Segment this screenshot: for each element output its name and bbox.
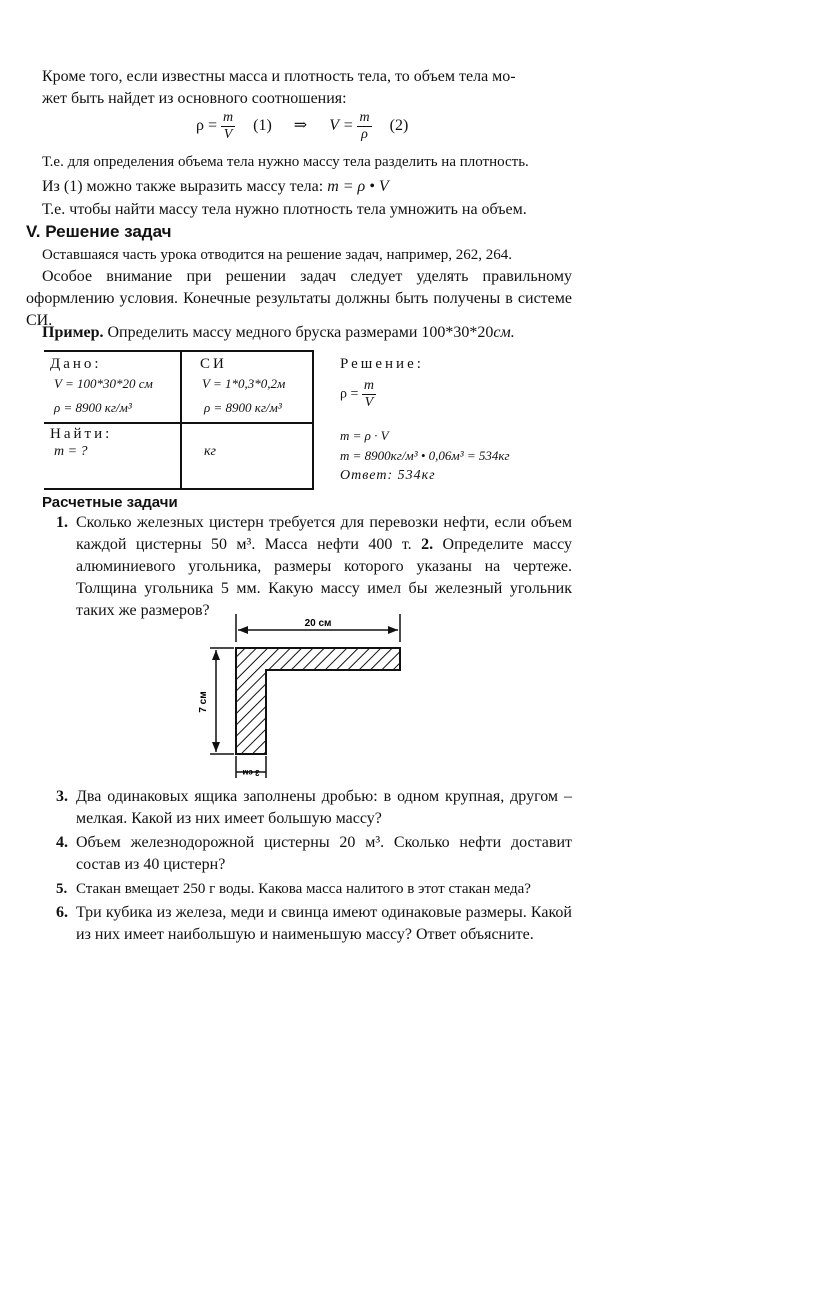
mass-from-text	[42, 176, 582, 198]
side-dimension-label: 7 см	[198, 691, 209, 713]
fraction-numerator: m	[359, 110, 370, 125]
problem-table	[44, 350, 614, 490]
table-divider-vertical-2	[312, 350, 314, 490]
task-item-4	[56, 832, 572, 876]
angle-bracket-shape	[236, 648, 400, 754]
task-number: 4.	[56, 834, 68, 851]
given-title: Дано:	[50, 356, 102, 372]
solution-density-formula	[340, 378, 376, 411]
task-text-2: Определите массу алюминиевого угольника, размеры которого указаны на чертеже. Толщина угольника 5 мм. Какую массу имел бы железный угольник таких же размеров?	[76, 536, 573, 619]
bottom-dimension-label: 3 см	[242, 768, 260, 777]
table-divider-vertical-1	[180, 350, 182, 490]
task-text: Сколько железных цистерн требуется для перевозки нефти, если объем каждой цистерны 50 м³. Масса нефти 400 т.	[76, 514, 572, 553]
task-item-3	[56, 786, 572, 830]
task-text: Три кубика из железа, меди и свинца имеют одинаковые размеры. Какой из них имеет наибольшую и наименьшую массу? Ответ объясните.	[76, 904, 572, 943]
task-item-5	[56, 878, 572, 900]
fraction-m-over-rho	[357, 110, 371, 143]
intro-line-2: жет быть найдет из основного соотношения:	[42, 90, 347, 107]
solution-title: Решение:	[340, 356, 424, 372]
task-text: Стакан вмещает 250 г воды. Какова масса налитого в этот стакан меда?	[76, 881, 531, 897]
given-volume: V = 100*30*20 см	[54, 376, 153, 391]
v-label: V =	[329, 117, 354, 135]
solution-rho: ρ =	[340, 386, 359, 402]
arrowhead-icon	[212, 742, 220, 752]
mass-rule: Т.е. чтобы найти массу тела нужно плотность тела умножить на объем.	[42, 201, 527, 218]
table-border-top	[44, 350, 312, 352]
rho-label: ρ =	[196, 117, 218, 135]
task-number: 5.	[56, 881, 68, 897]
arrowhead-icon	[238, 626, 248, 634]
fraction-numerator: m	[223, 110, 234, 125]
si-title: СИ	[200, 356, 227, 372]
fraction-numerator: m	[363, 378, 375, 393]
solution-mass-formula: m = ρ · V	[340, 428, 389, 443]
intro-paragraph	[42, 66, 572, 110]
si-density: ρ = 8900 кг/м³	[204, 400, 282, 415]
formula-tag-1: (1)	[253, 117, 272, 135]
si-volume: V = 1*0,3*0,2м	[202, 376, 286, 391]
given-density: ρ = 8900 кг/м³	[54, 400, 132, 415]
section-paragraph-2-text: Особое внимание при решении задач следует уделять правильному оформлению условия. Конечные результаты должны быть получены в системе СИ.	[26, 268, 572, 329]
fraction-denominator: V	[364, 395, 374, 410]
example-text: Определить массу медного бруска размерами 100*30*20	[103, 324, 494, 341]
solution-answer: Ответ: 534кг	[340, 468, 436, 483]
formula-tag-2: (2)	[389, 117, 409, 135]
example-unit: см.	[493, 324, 515, 341]
find-mass: m = ?	[54, 444, 88, 459]
task-text: Объем железнодорожной цистерны 20 м³. Сколько нефти доставит состав из 40 цистерн?	[76, 834, 572, 873]
volume-rule: Т.е. для определения объема тела нужно массу тела разделить на плотность.	[42, 154, 529, 170]
density-formula	[196, 110, 408, 143]
section-paragraph-1: Оставшаяся часть урока отводится на решение задач, например, 262, 264.	[42, 247, 512, 263]
task-item-6	[56, 902, 572, 946]
implies-arrow: ⇒	[293, 117, 308, 135]
find-unit: кг	[204, 444, 217, 459]
arrowhead-icon	[388, 626, 398, 634]
fraction-denominator: ρ	[361, 127, 368, 142]
mass-from-label: Из (1) можно также выразить массу тела:	[42, 178, 328, 195]
fraction-denominator: V	[223, 127, 233, 142]
section-title: V. Решение задач	[26, 222, 172, 241]
task-number: 3.	[56, 788, 68, 805]
tasks-bottom-list	[56, 786, 572, 946]
solution-fraction	[362, 378, 376, 411]
example-line	[42, 322, 582, 344]
example-label: Пример.	[42, 324, 104, 341]
task-number: 6.	[56, 904, 68, 921]
fraction-m-over-v	[221, 110, 235, 143]
task-text: Два одинаковых ящика заполнены дробью: в одном крупная, другом – мелкая. Какой из них имеет большую массу?	[76, 788, 572, 827]
find-title: Найти:	[50, 426, 113, 442]
tasks-title: Расчетные задачи	[42, 494, 178, 511]
solution-calculation: m = 8900кг/м³ • 0,06м³ = 534кг	[340, 448, 510, 463]
task-number: 1.	[56, 514, 68, 531]
task-item-1	[56, 512, 572, 622]
tasks-top-list	[56, 512, 572, 622]
angle-bracket-drawing	[190, 612, 420, 784]
mass-formula: m = ρ • V	[327, 178, 389, 195]
table-border-bottom	[44, 488, 312, 490]
intro-line-1: Кроме того, если известны масса и плотность тела, то объем тела мо-	[42, 68, 516, 85]
top-dimension-label: 20 см	[304, 618, 332, 629]
arrowhead-icon	[212, 650, 220, 660]
task-number-inline: 2.	[421, 536, 434, 553]
